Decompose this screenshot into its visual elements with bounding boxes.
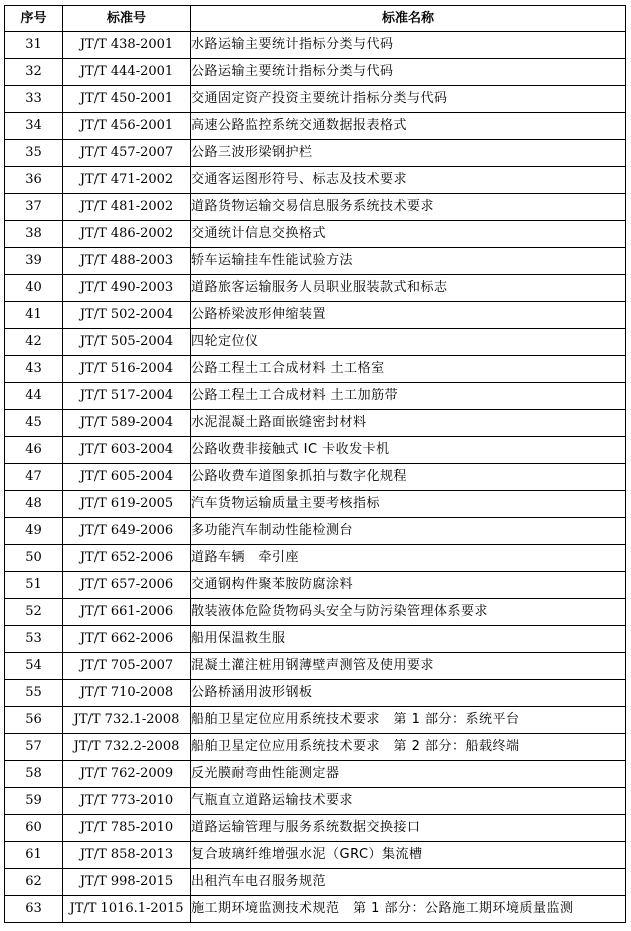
name-cell: 公路工程土工合成材料 土工格室 bbox=[191, 356, 626, 383]
name-cell: 水泥混凝土路面嵌缝密封材料 bbox=[191, 410, 626, 437]
header-row bbox=[5, 6, 626, 32]
code-cell: JT/T 502-2004 bbox=[63, 302, 191, 329]
name-cell: 公路收费车道图象抓拍与数字化规程 bbox=[191, 464, 626, 491]
seq-cell: 59 bbox=[5, 788, 63, 815]
seq-cell: 57 bbox=[5, 734, 63, 761]
table-row bbox=[5, 842, 626, 869]
code-cell: JT/T 517-2004 bbox=[63, 383, 191, 410]
code-cell: JT/T 589-2004 bbox=[63, 410, 191, 437]
name-cell: 混凝土灌注桩用钢薄壁声测管及使用要求 bbox=[191, 653, 626, 680]
table-row bbox=[5, 518, 626, 545]
code-cell: JT/T 652-2006 bbox=[63, 545, 191, 572]
table-row bbox=[5, 329, 626, 356]
code-cell: JT/T 773-2010 bbox=[63, 788, 191, 815]
name-cell: 复合玻璃纤维增强水泥（GRC）集流槽 bbox=[191, 842, 626, 869]
seq-cell: 34 bbox=[5, 113, 63, 140]
table-row bbox=[5, 113, 626, 140]
code-cell: JT/T 662-2006 bbox=[63, 626, 191, 653]
code-cell: JT/T 444-2001 bbox=[63, 59, 191, 86]
name-cell: 道路货物运输交易信息服务系统技术要求 bbox=[191, 194, 626, 221]
table-body bbox=[5, 32, 626, 923]
code-cell: JT/T 486-2002 bbox=[63, 221, 191, 248]
table-row bbox=[5, 437, 626, 464]
table-header bbox=[5, 6, 626, 32]
table-row bbox=[5, 356, 626, 383]
seq-cell: 35 bbox=[5, 140, 63, 167]
name-cell: 轿车运输挂车性能试验方法 bbox=[191, 248, 626, 275]
seq-cell: 58 bbox=[5, 761, 63, 788]
code-cell: JT/T 657-2006 bbox=[63, 572, 191, 599]
name-cell: 交通统计信息交换格式 bbox=[191, 221, 626, 248]
code-cell: JT/T 457-2007 bbox=[63, 140, 191, 167]
table-row bbox=[5, 599, 626, 626]
table-row bbox=[5, 707, 626, 734]
table-row bbox=[5, 626, 626, 653]
table-row bbox=[5, 410, 626, 437]
code-cell: JT/T 456-2001 bbox=[63, 113, 191, 140]
name-cell: 公路工程土工合成材料 土工加筋带 bbox=[191, 383, 626, 410]
name-cell: 船舶卫星定位应用系统技术要求 第 1 部分：系统平台 bbox=[191, 707, 626, 734]
code-cell: JT/T 605-2004 bbox=[63, 464, 191, 491]
seq-cell: 63 bbox=[5, 896, 63, 923]
table-row bbox=[5, 464, 626, 491]
table-row bbox=[5, 32, 626, 59]
table-row bbox=[5, 869, 626, 896]
code-cell: JT/T 858-2013 bbox=[63, 842, 191, 869]
seq-cell: 42 bbox=[5, 329, 63, 356]
name-cell: 汽车货物运输质量主要考核指标 bbox=[191, 491, 626, 518]
table-row bbox=[5, 734, 626, 761]
code-cell: JT/T 785-2010 bbox=[63, 815, 191, 842]
seq-cell: 36 bbox=[5, 167, 63, 194]
name-cell: 公路三波形梁钢护栏 bbox=[191, 140, 626, 167]
seq-cell: 40 bbox=[5, 275, 63, 302]
header-code: 标准号 bbox=[63, 6, 191, 32]
standards-table bbox=[4, 5, 626, 923]
code-cell: JT/T 603-2004 bbox=[63, 437, 191, 464]
code-cell: JT/T 998-2015 bbox=[63, 869, 191, 896]
table-row bbox=[5, 896, 626, 923]
table-row bbox=[5, 545, 626, 572]
name-cell: 道路运输管理与服务系统数据交换接口 bbox=[191, 815, 626, 842]
seq-cell: 44 bbox=[5, 383, 63, 410]
seq-cell: 61 bbox=[5, 842, 63, 869]
seq-cell: 51 bbox=[5, 572, 63, 599]
name-cell: 施工期环境监测技术规范 第 1 部分：公路施工期环境质量监测 bbox=[191, 896, 626, 923]
code-cell: JT/T 481-2002 bbox=[63, 194, 191, 221]
table-row bbox=[5, 248, 626, 275]
name-cell: 公路桥梁波形伸缩装置 bbox=[191, 302, 626, 329]
code-cell: JT/T 649-2006 bbox=[63, 518, 191, 545]
seq-cell: 56 bbox=[5, 707, 63, 734]
code-cell: JT/T 705-2007 bbox=[63, 653, 191, 680]
code-cell: JT/T 471-2002 bbox=[63, 167, 191, 194]
table-row bbox=[5, 680, 626, 707]
seq-cell: 31 bbox=[5, 32, 63, 59]
name-cell: 水路运输主要统计指标分类与代码 bbox=[191, 32, 626, 59]
code-cell: JT/T 710-2008 bbox=[63, 680, 191, 707]
code-cell: JT/T 488-2003 bbox=[63, 248, 191, 275]
code-cell: JT/T 732.1-2008 bbox=[63, 707, 191, 734]
seq-cell: 43 bbox=[5, 356, 63, 383]
table-row bbox=[5, 572, 626, 599]
seq-cell: 45 bbox=[5, 410, 63, 437]
seq-cell: 32 bbox=[5, 59, 63, 86]
table-row bbox=[5, 491, 626, 518]
table-row bbox=[5, 302, 626, 329]
name-cell: 四轮定位仪 bbox=[191, 329, 626, 356]
seq-cell: 48 bbox=[5, 491, 63, 518]
name-cell: 道路旅客运输服务人员职业服装款式和标志 bbox=[191, 275, 626, 302]
code-cell: JT/T 516-2004 bbox=[63, 356, 191, 383]
name-cell: 公路运输主要统计指标分类与代码 bbox=[191, 59, 626, 86]
code-cell: JT/T 450-2001 bbox=[63, 86, 191, 113]
seq-cell: 52 bbox=[5, 599, 63, 626]
seq-cell: 37 bbox=[5, 194, 63, 221]
seq-cell: 38 bbox=[5, 221, 63, 248]
name-cell: 出租汽车电召服务规范 bbox=[191, 869, 626, 896]
code-cell: JT/T 661-2006 bbox=[63, 599, 191, 626]
code-cell: JT/T 490-2003 bbox=[63, 275, 191, 302]
seq-cell: 62 bbox=[5, 869, 63, 896]
code-cell: JT/T 1016.1-2015 bbox=[63, 896, 191, 923]
seq-cell: 53 bbox=[5, 626, 63, 653]
table-row bbox=[5, 140, 626, 167]
table-row bbox=[5, 59, 626, 86]
table-row bbox=[5, 653, 626, 680]
seq-cell: 47 bbox=[5, 464, 63, 491]
seq-cell: 39 bbox=[5, 248, 63, 275]
seq-cell: 49 bbox=[5, 518, 63, 545]
name-cell: 交通固定资产投资主要统计指标分类与代码 bbox=[191, 86, 626, 113]
table-row bbox=[5, 86, 626, 113]
table-row bbox=[5, 761, 626, 788]
table-row bbox=[5, 815, 626, 842]
code-cell: JT/T 505-2004 bbox=[63, 329, 191, 356]
name-cell: 公路收费非接触式 IC 卡收发卡机 bbox=[191, 437, 626, 464]
name-cell: 高速公路监控系统交通数据报表格式 bbox=[191, 113, 626, 140]
seq-cell: 54 bbox=[5, 653, 63, 680]
name-cell: 船舶卫星定位应用系统技术要求 第 2 部分：船载终端 bbox=[191, 734, 626, 761]
code-cell: JT/T 438-2001 bbox=[63, 32, 191, 59]
table-row bbox=[5, 383, 626, 410]
seq-cell: 46 bbox=[5, 437, 63, 464]
seq-cell: 41 bbox=[5, 302, 63, 329]
name-cell: 公路桥涵用波形钢板 bbox=[191, 680, 626, 707]
header-seq: 序号 bbox=[5, 6, 63, 32]
table-row bbox=[5, 275, 626, 302]
name-cell: 多功能汽车制动性能检测台 bbox=[191, 518, 626, 545]
name-cell: 气瓶直立道路运输技术要求 bbox=[191, 788, 626, 815]
seq-cell: 50 bbox=[5, 545, 63, 572]
seq-cell: 60 bbox=[5, 815, 63, 842]
table-row bbox=[5, 194, 626, 221]
name-cell: 交通客运图形符号、标志及技术要求 bbox=[191, 167, 626, 194]
name-cell: 船用保温救生服 bbox=[191, 626, 626, 653]
code-cell: JT/T 762-2009 bbox=[63, 761, 191, 788]
code-cell: JT/T 619-2005 bbox=[63, 491, 191, 518]
name-cell: 交通钢构件聚苯胺防腐涂料 bbox=[191, 572, 626, 599]
header-name: 标准名称 bbox=[191, 6, 626, 32]
seq-cell: 33 bbox=[5, 86, 63, 113]
name-cell: 反光膜耐弯曲性能测定器 bbox=[191, 761, 626, 788]
name-cell: 道路车辆 牵引座 bbox=[191, 545, 626, 572]
table-row bbox=[5, 788, 626, 815]
name-cell: 散装液体危险货物码头安全与防污染管理体系要求 bbox=[191, 599, 626, 626]
table-row bbox=[5, 221, 626, 248]
table-row bbox=[5, 167, 626, 194]
seq-cell: 55 bbox=[5, 680, 63, 707]
code-cell: JT/T 732.2-2008 bbox=[63, 734, 191, 761]
